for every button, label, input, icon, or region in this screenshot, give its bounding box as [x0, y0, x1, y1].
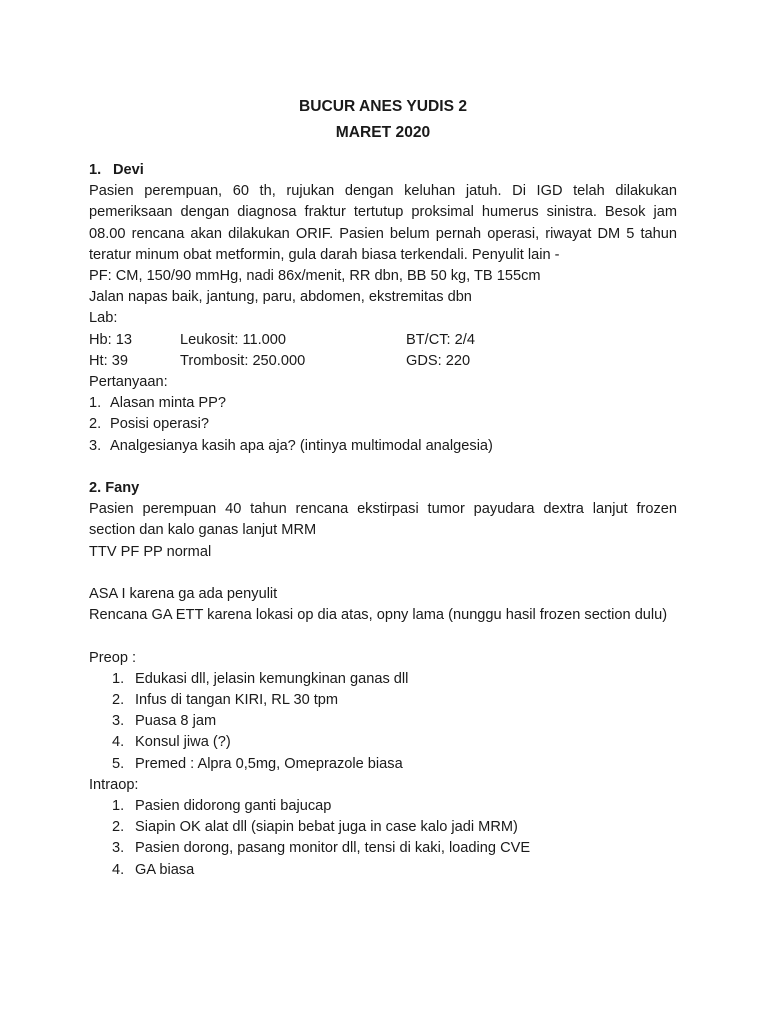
lab-cell: Trombosit: 250.000: [180, 352, 306, 369]
spacer: [89, 626, 677, 647]
intraop-item: [89, 860, 677, 881]
question-item: [89, 436, 677, 457]
case-2-paragraph: Pasien perempuan 40 tahun rencana ekstirpasi tumor payudara dextra lanjut frozen section dan kalo ganas lanjut MRM: [89, 501, 677, 539]
case-2-asa: ASA I karena ga ada penyulit: [89, 586, 278, 603]
case-2-section: [89, 478, 677, 881]
step-number: 3.: [112, 713, 125, 730]
intraop-item: [89, 796, 677, 817]
case-1-section: [89, 160, 677, 457]
step-number: 1.: [112, 670, 125, 687]
title-line-1: BUCUR ANES YUDIS 2: [298, 98, 468, 115]
preop-item: [89, 690, 677, 711]
intraop-item: [89, 817, 677, 838]
step-number: 5.: [112, 755, 125, 772]
question-text: Posisi operasi?: [110, 416, 209, 433]
question-number: 1.: [89, 395, 102, 412]
step-text: Puasa 8 jam: [135, 713, 217, 730]
case-1-number: 1.: [89, 162, 102, 178]
case-1-pf: PF: CM, 150/90 mmHg, nadi 86x/menit, RR dbn, BB 50 kg, TB 155cm: [89, 268, 541, 285]
case-1-paragraph: Pasien perempuan, 60 th, rujukan dengan keluhan jatuh. Di IGD telah dilakukan pemeriksaan dengan diagnosa fraktur tertutup proksimal humerus sinistra. Besok jam 08.00 rencana akan dilakukan ORIF. Pasien belum pernah operasi, riwayat DM 5 tahun teratur minum obat metformin, gula darah biasa terkendali. Penyulit lain -: [89, 183, 677, 263]
lab-cell: Leukosit: 11.000: [180, 331, 287, 348]
document-page: [89, 94, 677, 881]
case-1-lab-label: Lab:: [89, 310, 118, 327]
title-line-2: MARET 2020: [335, 124, 431, 141]
preop-item: [89, 669, 677, 690]
case-1-exam: Jalan napas baik, jantung, paru, abdomen, ekstremitas dbn: [89, 289, 472, 306]
step-number: 2.: [112, 692, 125, 709]
preop-item: [89, 754, 677, 775]
preop-item: [89, 732, 677, 753]
document-title: [89, 94, 677, 146]
lab-cell: BT/CT: 2/4: [406, 331, 475, 348]
step-number: 3.: [112, 840, 125, 857]
step-text: GA biasa: [135, 861, 195, 878]
case-1-questions-label: Pertanyaan:: [89, 374, 168, 391]
step-text: Infus di tangan KIRI, RL 30 tpm: [135, 692, 339, 709]
lab-cell: Ht: 39: [89, 352, 128, 369]
lab-cell: GDS: 220: [406, 352, 471, 369]
question-item: [89, 393, 677, 414]
case-1-name: Devi: [113, 162, 144, 178]
step-number: 2.: [112, 819, 125, 836]
step-number: 4.: [112, 734, 125, 751]
lab-row: [89, 351, 677, 372]
preop-item: [89, 711, 677, 732]
question-number: 3.: [89, 437, 102, 454]
intraop-item: [89, 838, 677, 859]
step-number: 1.: [112, 798, 125, 815]
spacer: [89, 457, 677, 478]
step-number: 4.: [112, 861, 125, 878]
lab-row: [89, 330, 677, 351]
question-item: [89, 414, 677, 435]
step-text: Premed : Alpra 0,5mg, Omeprazole biasa: [135, 755, 403, 772]
spacer: [89, 563, 677, 584]
case-2-ttv: TTV PF PP normal: [89, 543, 212, 560]
question-text: Alasan minta PP?: [110, 395, 227, 412]
preop-label: Preop :: [89, 649, 137, 666]
question-text: Analgesianya kasih apa aja? (intinya multimodal analgesia): [110, 437, 493, 454]
case-2-plan: Rencana GA ETT karena lokasi op dia atas, opny lama (nunggu hasil frozen section dulu): [89, 607, 668, 624]
question-number: 2.: [89, 416, 102, 433]
intraop-label: Intraop:: [89, 776, 139, 793]
case-2-heading: 2. Fany: [89, 480, 140, 497]
step-text: Pasien dorong, pasang monitor dll, tensi di kaki, loading CVE: [135, 840, 531, 857]
step-text: Siapin OK alat dll (siapin bebat juga in case kalo jadi MRM): [135, 819, 518, 836]
step-text: Edukasi dll, jelasin kemungkinan ganas dll: [135, 670, 409, 687]
step-text: Konsul jiwa (?): [135, 734, 231, 751]
lab-cell: Hb: 13: [89, 331, 132, 348]
case-1-heading: [89, 160, 677, 181]
step-text: Pasien didorong ganti bajucap: [135, 798, 332, 815]
